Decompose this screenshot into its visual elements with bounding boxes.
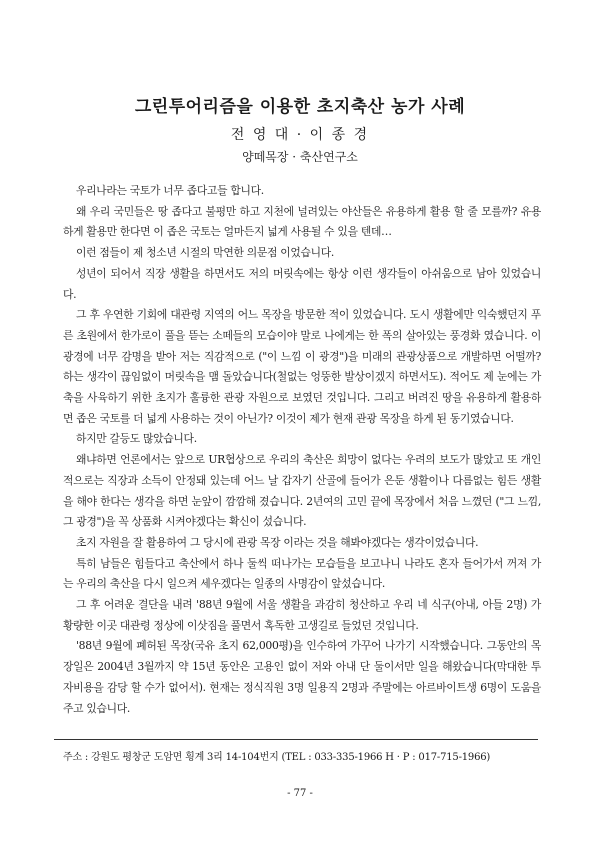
footer-divider	[54, 739, 538, 740]
paragraph: 이런 점들이 제 청소년 시절의 막연한 의문점 이었습니다.	[76, 246, 335, 260]
page-number: - 77 -	[287, 788, 313, 799]
paragraph: '88년 9월에 폐허된 목장(국유 초지 62,000평)을 인수하여 가꾸어 나가기 시작했습니다. 그동안의 목장일은 2004년 3월까지 약 15년 동안은 고용인 없이 저와 아내 단 둘이서만 일을 해왔습니다(막대한 투자비용을 감당 할 수가 없어서). 현재는 정식직원 3명 일용직 2명과 주말에는 아르바이트생 6명이 도움을 주고 있습니다.	[63, 639, 541, 715]
paragraph: 특히 남들은 힘들다고 축산에서 하나 둘씩 떠나가는 모습들을 보고나니 나라도 혼자 들어가서 꺼져 가는 우리의 축산을 다시 일으켜 세우겠다는 일종의 사명감이 앞섰습니다.	[63, 556, 541, 591]
article-title: 그린투어리즘을 이용한 초지축산 농가 사례	[134, 97, 466, 117]
paragraph: 그 후 어려운 결단을 내려 '88년 9월에 서울 생활을 과감히 청산하고 우리 네 식구(아내, 아들 2명) 가 황량한 이곳 대관령 정상에 이삿짐을 풀면서 혹독한 고생길로 들었던 것입니다.	[63, 598, 541, 632]
address-footnote: 주소 : 강원도 평창군 도암면 횡계 3리 14-104번지 (TEL : 033-335-1966 H · P : 017-715-1966)	[63, 752, 491, 763]
paragraph: 그 후 우연한 기회에 대관령 지역의 어느 목장을 방문한 적이 있었습니다. 도시 생활에만 익숙했던지 푸른 초원에서 한가로이 풀을 뜯는 소떼들의 모습이야 말로 나에게는 한 폭의 살아있는 풍경화 였습니다. 이 광경에 너무 감명을 받아 저는 직감적으로 ("이 느낌 이 광경")을 미래의 관광상품으로 개발하면 어떨까? 하는 생각이 끊임없이 머릿속을 맴 돌았습니다(철없는 엉뚱한 발상이겠지 하면서도). 적어도 제 눈에는 가축을 사육하기 위한 초지가 훌륭한 관광 자원으로 보였던 것입니다. 그리고 버려진 땅을 유용하게 활용하면 좁은 국토를 더 넓게 사용하는 것이 아닌가? 이것이 제가 현재 관광 목장을 하게 된 동기였습니다.	[63, 308, 541, 425]
paragraph: 왜냐하면 언론에서는 앞으로 UR협상으로 우리의 축산은 희망이 없다는 우려의 보도가 많았고 또 개인적으로는 직장과 소득이 안정돼 있는데 어느 날 갑자기 산골에 들어가 은둔 생활이나 다름없는 힘든 생활을 해야 한다는 생각을 하면 눈앞이 깜깜해 졌습니다. 2년여의 고민 끝에 목장에서 처음 느꼈던 ("그 느낌, 그 광경")을 꼭 상품화 시켜야겠다는 확신이 섰습니다.	[63, 453, 541, 529]
paragraph: 우리나라는 국토가 너무 좁다고들 합니다.	[76, 184, 264, 197]
paragraph: 초지 자원을 잘 활용하여 그 당시에 관광 목장 이라는 것을 해봐야겠다는 생각이었습니다.	[76, 535, 479, 549]
article-body	[63, 181, 541, 719]
author-affiliation: 양떼목장 · 축산연구소	[242, 150, 358, 164]
paragraph: 왜 우리 국민들은 땅 좁다고 불평만 하고 지천에 널려있는 야산들은 유용하게 활용 할 줄 모를까? 유용하게 활용만 한다면 이 좁은 국토는 얼마든지 넓게 사용될 수 있을 텐데…	[63, 204, 541, 239]
author-names: 전 영 대 · 이 종 경	[230, 127, 370, 143]
paragraph: 성년이 되어서 직장 생활을 하면서도 저의 머릿속에는 항상 이런 생각들이 아쉬움으로 남아 있었습니다.	[63, 266, 541, 301]
paragraph: 하지만 갈등도 많았습니다.	[76, 432, 197, 446]
